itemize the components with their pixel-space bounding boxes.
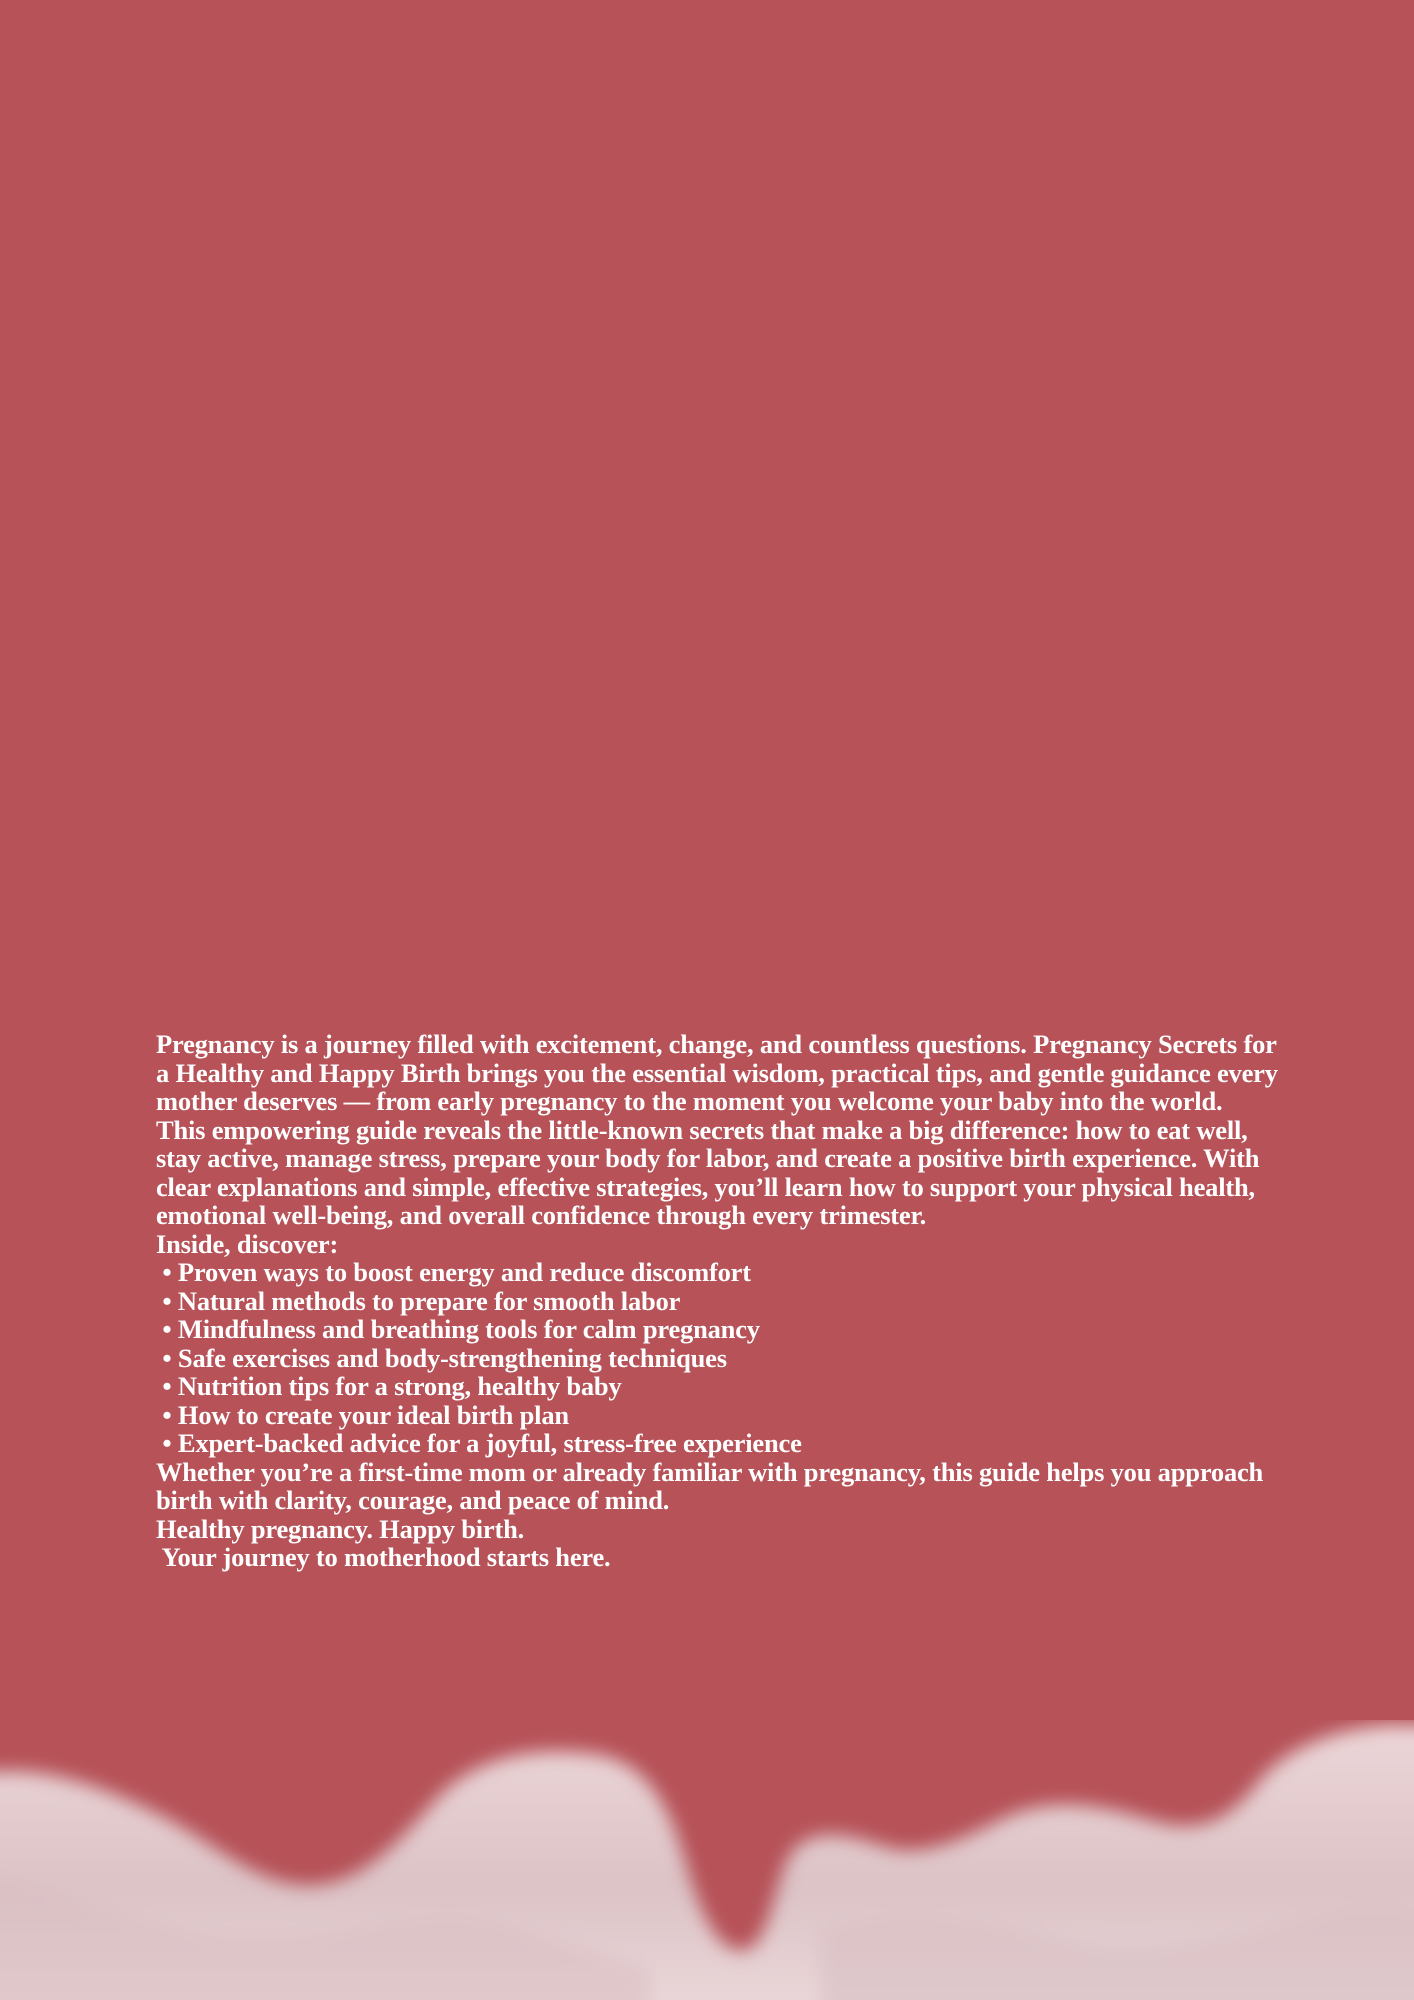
wave-shape	[0, 1725, 1414, 2000]
list-item: • How to create your ideal birth plan	[156, 1399, 569, 1430]
tagline: Healthy pregnancy. Happy birth.	[156, 1513, 525, 1544]
final-line: Your journey to motherhood starts here.	[156, 1542, 611, 1572]
decorative-wave	[0, 1720, 1414, 2000]
blurb-closing: Whether you’re a first-time mom or already familiar with pregnancy, this guide helps you approach birth with clarity, courage, and peace of mind.	[156, 1456, 1264, 1515]
list-heading: Inside, discover:	[156, 1228, 339, 1259]
list-item: • Safe exercises and body-strengthening techniques	[156, 1342, 727, 1373]
cover-blurb	[156, 1030, 1286, 1572]
list-item: • Proven ways to boost energy and reduce discomfort	[156, 1257, 751, 1287]
list-item: • Expert-backed advice for a joyful, stress-free experience	[156, 1428, 802, 1458]
list-item: • Mindfulness and breathing tools for calm pregnancy	[156, 1314, 760, 1344]
blurb-details: This empowering guide reveals the little-known secrets that make a big difference: how to eat well, stay active, manage stress, prepare your body for labor, and create a positive birth experience. With clear explanations and simple, effective strategies, you’ll learn how to support your physical health, emotional well-being, and overall confidence through every trimester.	[156, 1114, 1260, 1230]
blurb-intro: Pregnancy is a journey filled with excitement, change, and countless questions. Pregnancy Secrets for a Healthy and Happy Birth brings you the essential wisdom, practical tips, and gentle guidance every mother deserves — from early pregnancy to the moment you welcome your baby into the world.	[156, 1029, 1278, 1116]
list-item: • Nutrition tips for a strong, healthy baby	[156, 1371, 622, 1401]
benefit-list	[156, 1258, 1286, 1458]
list-item: • Natural methods to prepare for smooth labor	[156, 1285, 681, 1316]
